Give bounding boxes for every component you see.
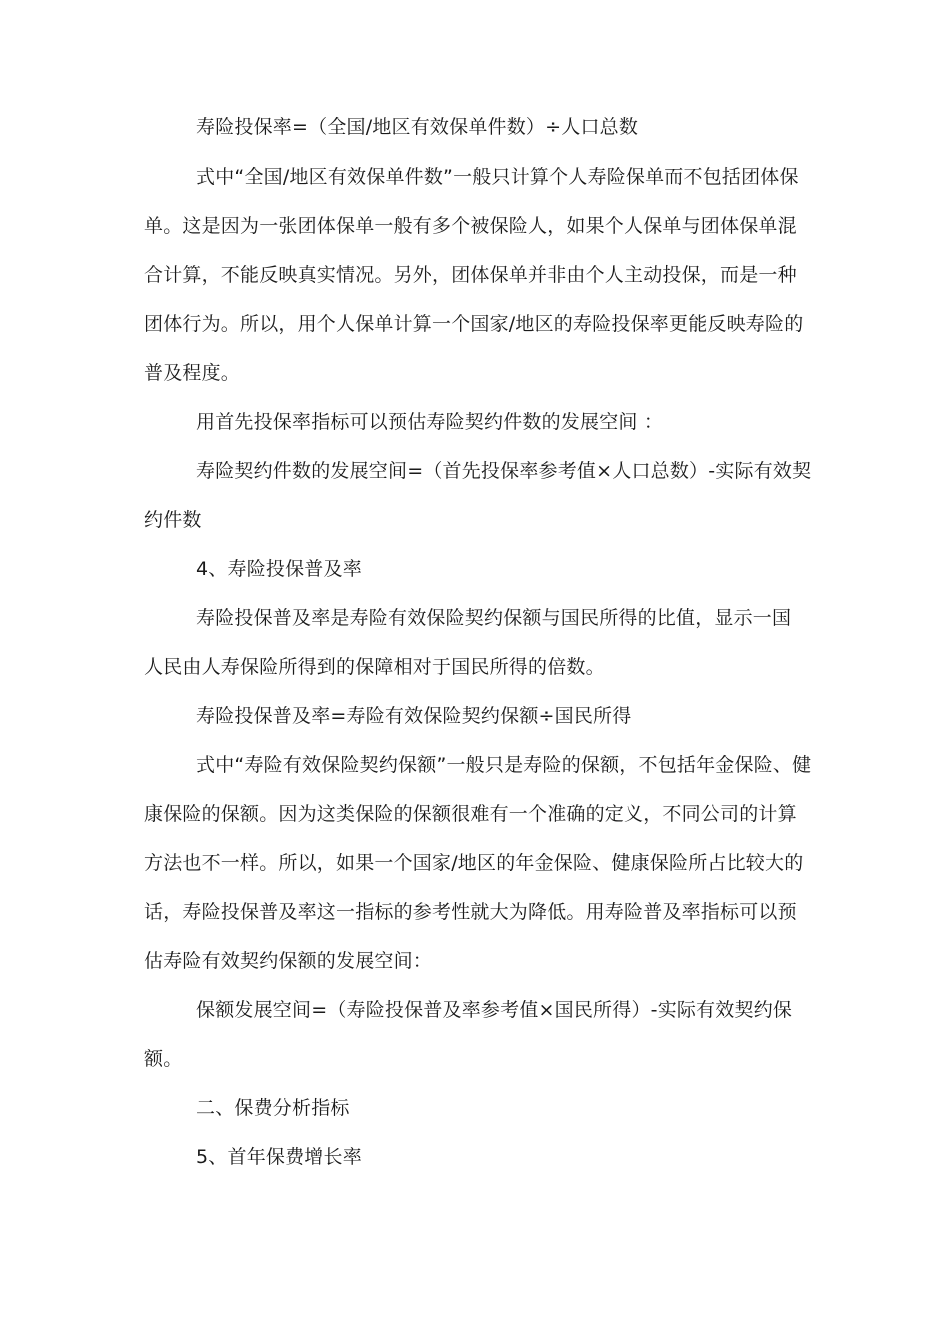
section-heading: 5、首年保费增长率: [196, 1146, 362, 1168]
formula-contract-space-cont: 约件数: [144, 509, 202, 531]
paragraph-line: 方法也不一样。所以，如果一个国家/地区的年金保险、健康保险所占比较大的: [144, 852, 804, 874]
paragraph-line: 估寿险有效契约保额的发展空间：: [144, 950, 433, 972]
paragraph-line: 寿险投保普及率是寿险有效保险契约保额与国民所得的比值，显示一国: [196, 607, 792, 629]
paragraph-line: 团体行为。所以，用个人保单计算一个国家/地区的寿险投保率更能反映寿险的: [144, 313, 804, 335]
section-heading: 二、保费分析指标: [196, 1097, 350, 1119]
paragraph-line: 话，寿险投保普及率这一指标的参考性就大为降低。用寿险普及率指标可以预: [144, 901, 797, 923]
formula-amount-space: 保额发展空间=（寿险投保普及率参考值×国民所得）-实际有效契约保: [196, 999, 793, 1021]
formula-contract-space: 寿险契约件数的发展空间=（首先投保率参考值×人口总数）-实际有效契: [196, 460, 812, 482]
paragraph-line: 单。这是因为一张团体保单一般有多个被保险人，如果个人保单与团体保单混: [144, 215, 797, 237]
paragraph-line: 用首先投保率指标可以预估寿险契约件数的发展空间 ：: [196, 411, 664, 433]
formula-amount-space-cont: 额。: [144, 1048, 183, 1070]
paragraph-line: 式中“全国/地区有效保单件数”一般只计算个人寿险保单而不包括团体保: [196, 166, 799, 188]
paragraph-line: 合计算，不能反映真实情况。另外，团体保单并非由个人主动投保，而是一种: [144, 264, 797, 286]
paragraph-line: 普及程度。: [144, 362, 241, 384]
paragraph-line: 式中“寿险有效保险契约保额”一般只是寿险的保额，不包括年金保险、健: [196, 754, 812, 776]
paragraph-line: 人民由人寿保险所得到的保障相对于国民所得的倍数。: [144, 656, 605, 678]
formula-coverage-rate: 寿险投保普及率=寿险有效保险契约保额÷国民所得: [196, 705, 632, 727]
section-heading: 4、寿险投保普及率: [196, 558, 362, 580]
formula-insurance-rate: 寿险投保率=（全国/地区有效保单件数）÷人口总数: [196, 116, 639, 138]
paragraph-line: 康保险的保额。因为这类保险的保额很难有一个准确的定义，不同公司的计算: [144, 803, 797, 825]
